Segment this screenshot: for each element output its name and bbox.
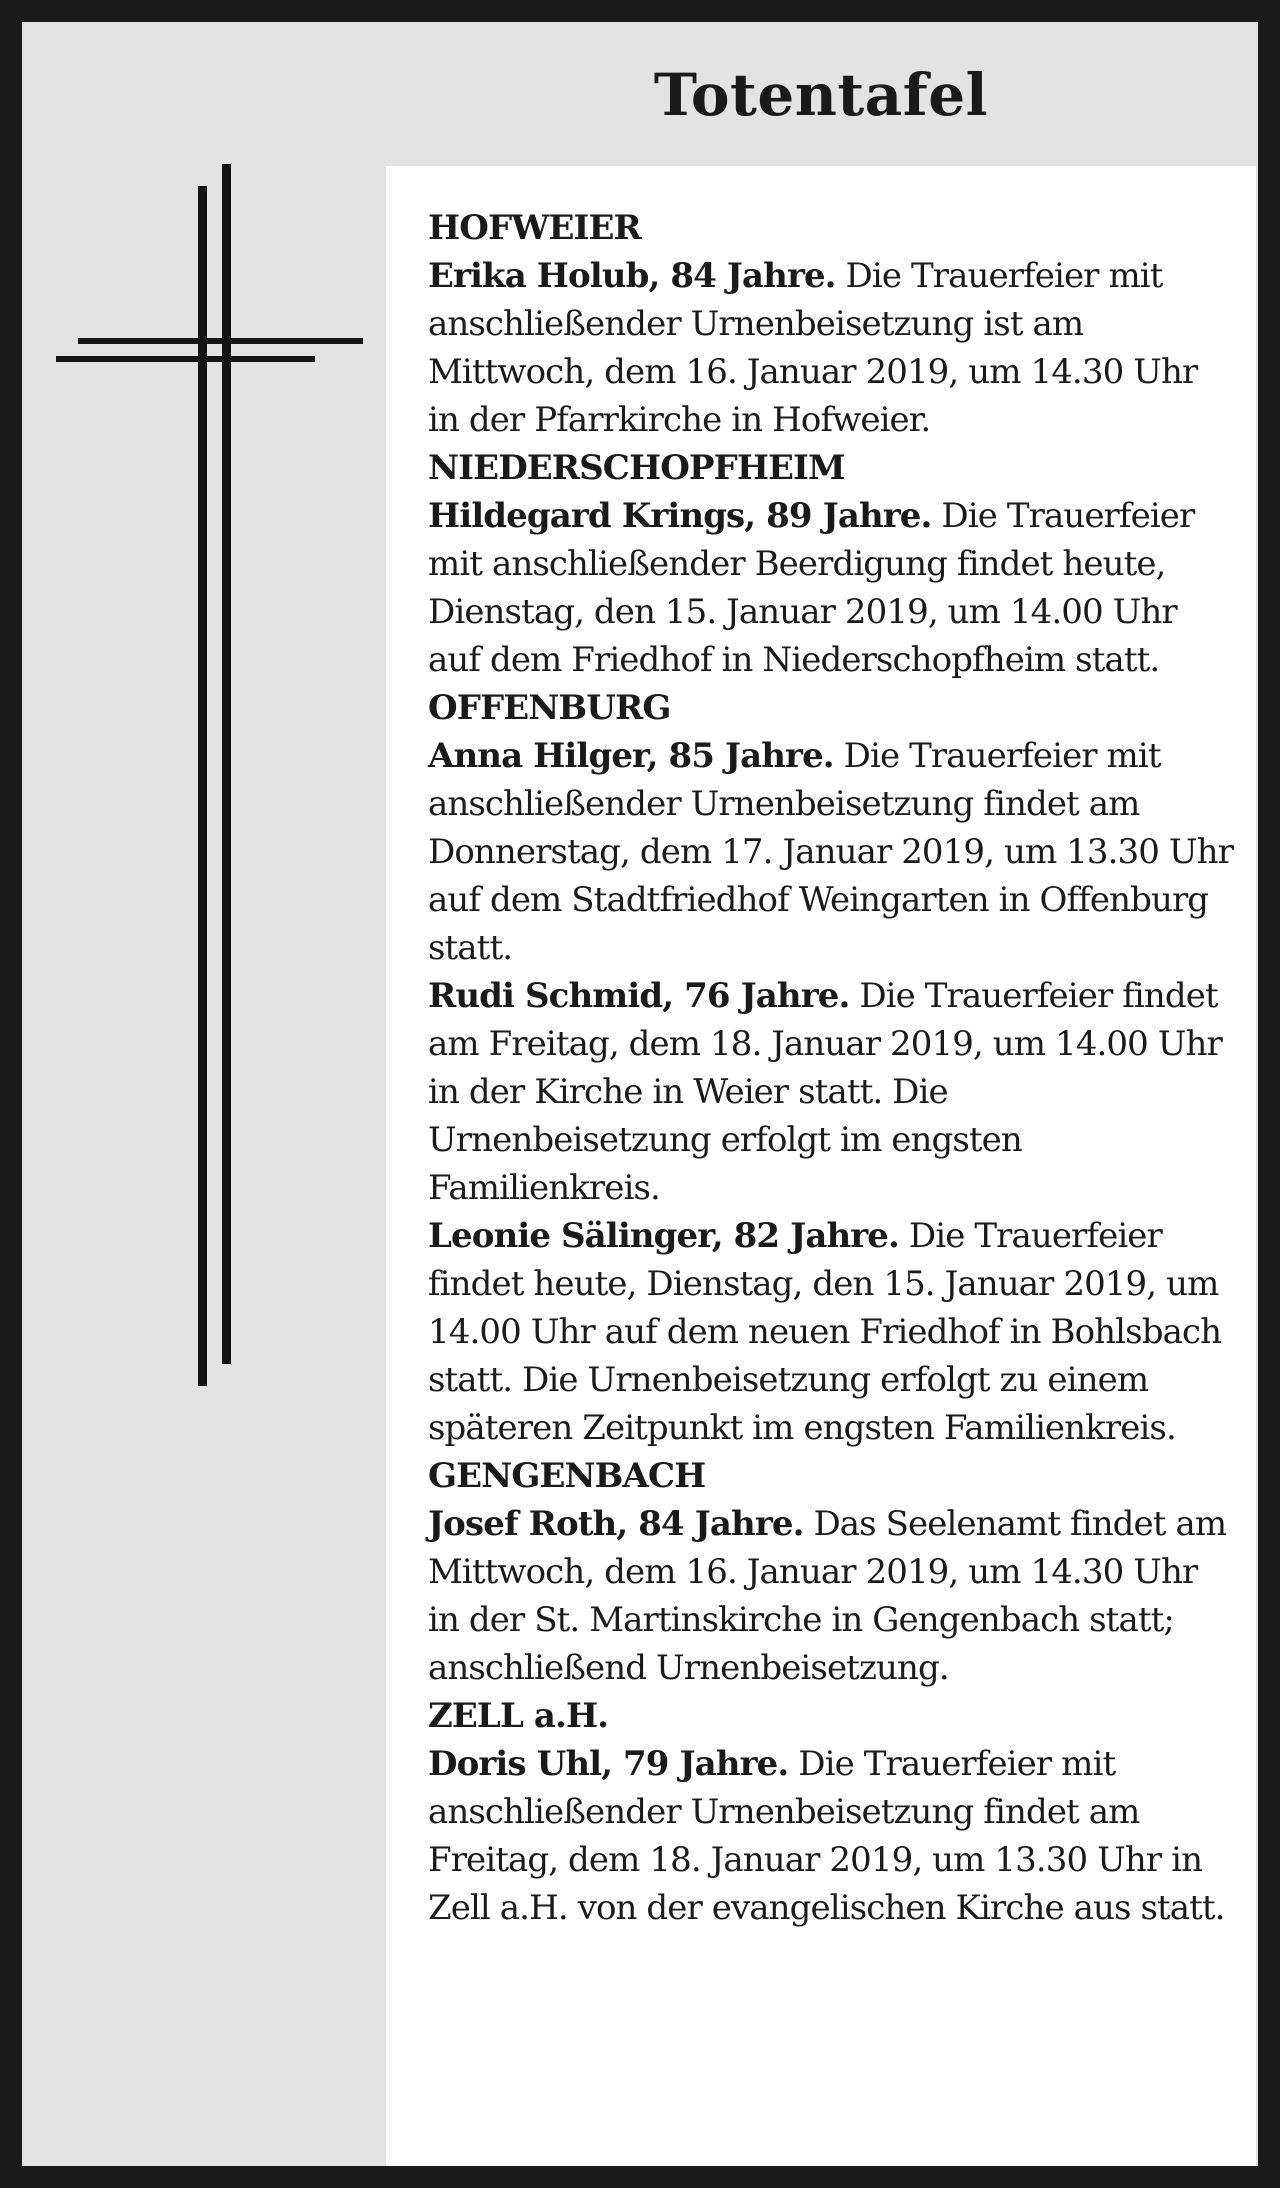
obituary-text: Die Trauerfeier findet am Freitag, dem 18. Januar 2019, um 14.00 Uhr in der Kirche in Weier statt. Die Urnenbeisetzung erfolgt im engsten Familienkreis. <box>428 976 1222 1208</box>
deceased-name: Anna Hilger, 85 Jahre. <box>428 736 834 776</box>
obituary-entry <box>428 1500 1236 1692</box>
deceased-name: Doris Uhl, 79 Jahre. <box>428 1744 789 1784</box>
obituary-entry <box>428 972 1236 1212</box>
page-title: Totentafel <box>653 61 989 129</box>
place-heading: GENGENBACH <box>428 1456 706 1496</box>
place-heading: HOFWEIER <box>428 208 641 248</box>
place-heading: ZELL a.H. <box>428 1696 609 1736</box>
deceased-name: Leonie Sälinger, 82 Jahre. <box>428 1216 899 1256</box>
obituary-panel <box>386 166 1256 2166</box>
obituary-text: Die Trauerfeier mit anschließender Urnenbeisetzung findet am Freitag, dem 18. Januar 2019, um 13.30 Uhr in Zell a.H. von der evangelischen Kirche aus statt. <box>428 1744 1225 1928</box>
obituary-entry <box>428 1212 1236 1452</box>
obituary-text: Die Trauerfeier mit anschließender Beerdigung findet heute, Dienstag, den 15. Januar 2019, um 14.00 Uhr auf dem Friedhof in Niederschopfheim statt. <box>428 496 1195 680</box>
obituary-entry <box>428 1740 1236 1932</box>
obituary-text: Das Seelenamt findet am Mittwoch, dem 16. Januar 2019, um 14.30 Uhr in der St. Martinskirche in Gengenbach statt; anschließend Urnenbeisetzung. <box>428 1504 1227 1688</box>
obituary-text: Die Trauerfeier mit anschließender Urnenbeisetzung findet am Donnerstag, dem 17. Januar 2019, um 13.30 Uhr auf dem Stadtfriedhof Weingarten in Offenburg statt. <box>428 736 1234 968</box>
deceased-name: Josef Roth, 84 Jahre. <box>428 1504 804 1544</box>
obituary-list <box>428 204 1236 1932</box>
obituary-text: Die Trauerfeier mit anschließender Urnenbeisetzung ist am Mittwoch, dem 16. Januar 2019, um 14.30 Uhr in der Pfarrkirche in Hofweier. <box>428 256 1198 440</box>
deceased-name: Hildegard Krings, 89 Jahre. <box>428 496 932 536</box>
deceased-name: Erika Holub, 84 Jahre. <box>428 256 836 296</box>
obituary-text: Die Trauerfeier findet heute, Dienstag, den 15. Januar 2019, um 14.00 Uhr auf dem neuen Friedhof in Bohlsbach statt. Die Urnenbeisetzung erfolgt zu einem späteren Zeitpunkt im engsten Familienkreis. <box>428 1216 1222 1448</box>
obituary-entry <box>428 732 1236 972</box>
cross-icon <box>50 160 350 1400</box>
obituary-entry <box>428 492 1236 684</box>
obituary-entry <box>428 252 1236 444</box>
place-heading: NIEDERSCHOPFHEIM <box>428 448 845 488</box>
deceased-name: Rudi Schmid, 76 Jahre. <box>428 976 850 1016</box>
place-heading: OFFENBURG <box>428 688 671 728</box>
